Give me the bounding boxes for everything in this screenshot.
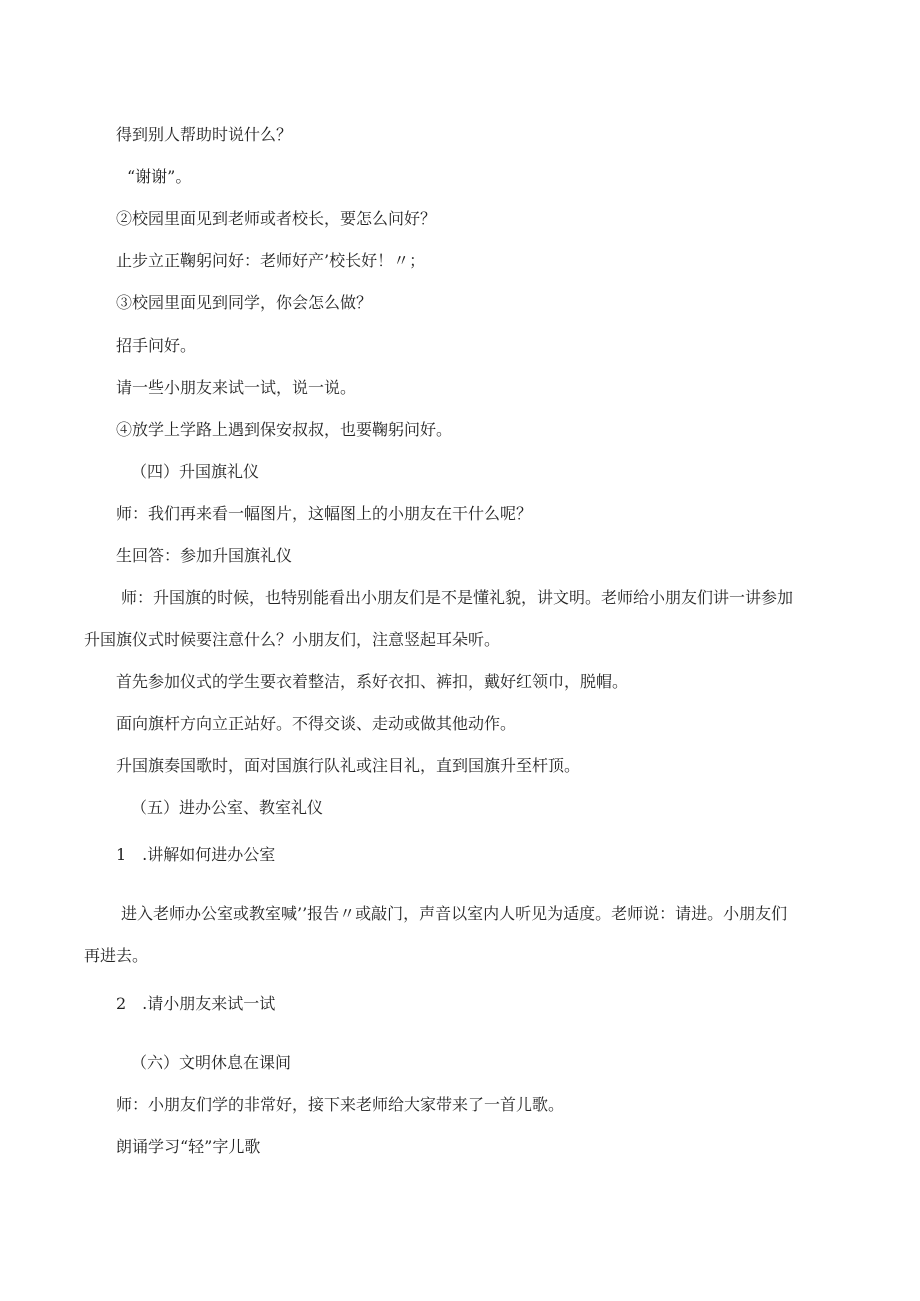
paragraph-wave-hello: 招手问好。 (116, 336, 197, 355)
paragraph-try-it: 请一些小朋友来试一试，说一说。 (116, 378, 357, 397)
paragraph-report-1: 进入老师办公室或教室喊’’报告〃或敲门，声音以室内人听见为适度。老师说：请进。小朋友们 (121, 904, 788, 923)
list-item-2: 2 .请小朋友来试一试 (116, 994, 276, 1013)
paragraph-greet-teacher-question: ②校园里面见到老师或者校长，要怎么问好？ (116, 209, 437, 228)
section-heading-break: （六）文明休息在课间 (131, 1053, 292, 1072)
paragraph-flag-intro-1: 师：升国旗的时候，也特别能看出小朋友们是不是懂礼貌，讲文明。老师给小朋友们讲一讲参加 (121, 588, 794, 607)
paragraph-greet-classmate-question: ③校园里面见到同学，你会怎么做？ (116, 293, 373, 312)
paragraph-bow-greeting: 止步立正鞠躬问好：老师好产’校长好！〃； (116, 251, 426, 270)
paragraph-student-answer: 生回答：参加升国旗礼仪 (116, 546, 293, 565)
paragraph-recite-song: 朗诵学习“轻”字儿歌 (116, 1137, 261, 1156)
paragraph-stand-attention: 面向旗杆方向立正站好。不得交谈、走动或做其他动作。 (116, 714, 517, 733)
paragraph-salute: 升国旗奏国歌时，面对国旗行队礼或注目礼，直到国旗升至杆顶。 (116, 756, 581, 775)
paragraph-help-question: 得到别人帮助时说什么？ (116, 125, 293, 144)
paragraph-song-intro: 师：小朋友们学的非常好，接下来老师给大家带来了一首儿歌。 (116, 1095, 565, 1114)
paragraph-dress-neatly: 首先参加仪式的学生要衣着整洁，系好衣扣、裤扣，戴好红领巾，脱帽。 (116, 672, 629, 691)
paragraph-report-2: 再进去。 (84, 946, 149, 965)
paragraph-thanks: “谢谢”。 (127, 167, 192, 186)
section-heading-office: （五）进办公室、教室礼仪 (131, 798, 324, 817)
paragraph-flag-intro-2: 升国旗仪式时候要注意什么？小朋友们，注意竖起耳朵听。 (84, 630, 501, 649)
list-item-1: 1 .讲解如何进办公室 (116, 845, 276, 864)
section-heading-flag: （四）升国旗礼仪 (131, 462, 260, 481)
paragraph-security-greeting: ④放学上学路上遇到保安叔叔，也要鞠躬问好。 (116, 420, 453, 439)
paragraph-picture-question: 师：我们再来看一幅图片，这幅图上的小朋友在干什么呢？ (116, 504, 533, 523)
